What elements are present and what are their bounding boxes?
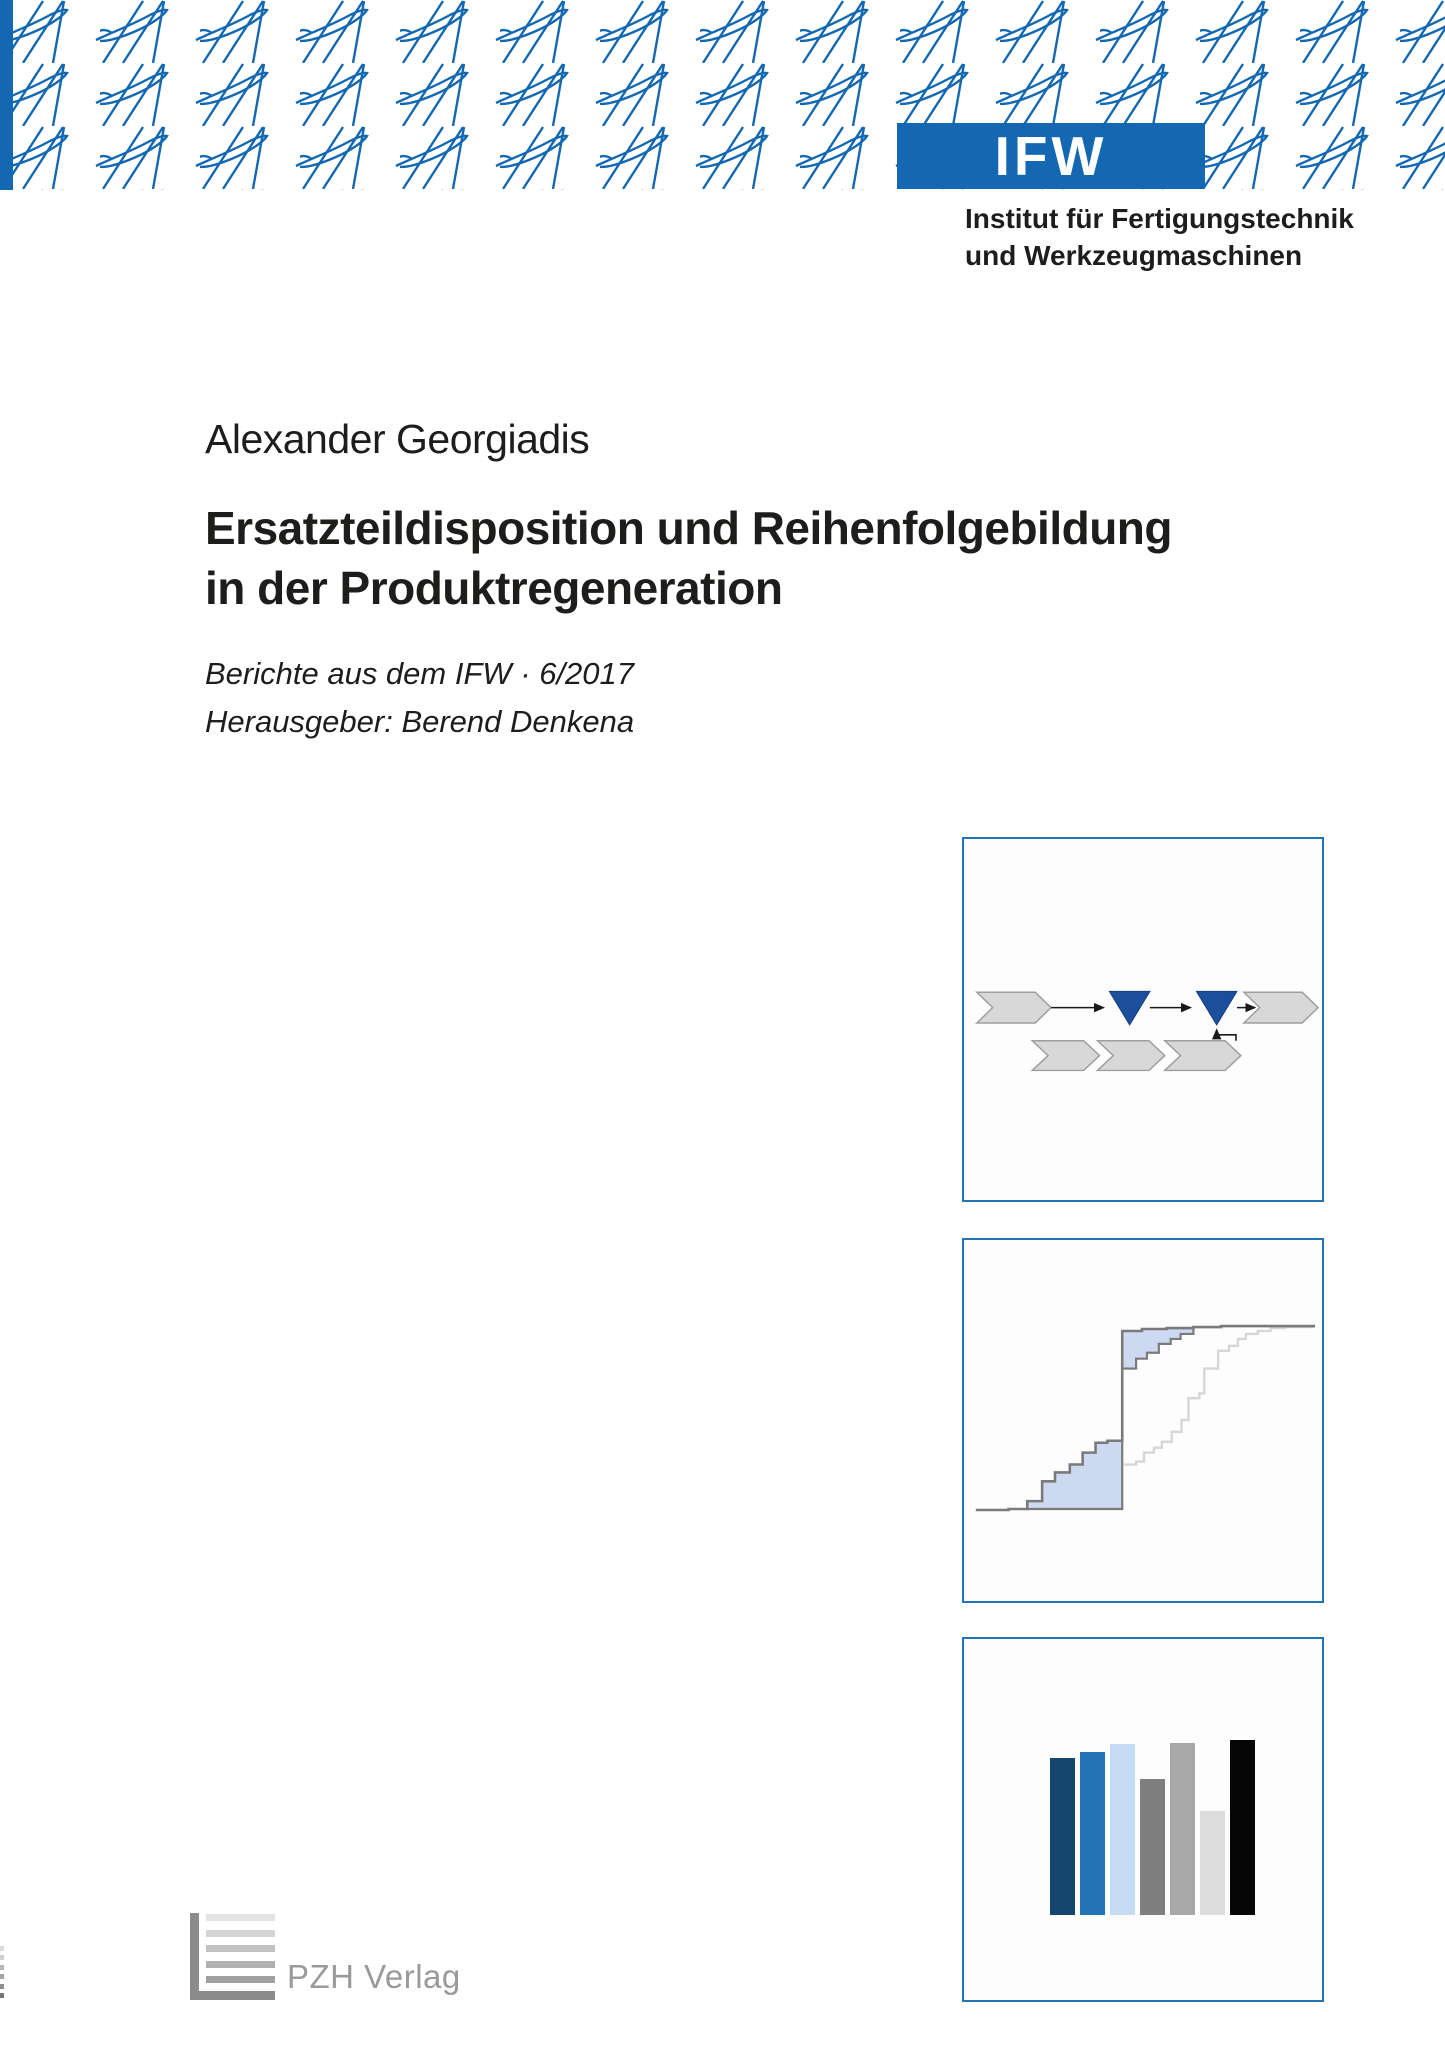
bar <box>1050 1758 1075 1915</box>
ifw-logo-text: IFW <box>994 124 1108 187</box>
print-mark <box>0 1974 4 1979</box>
pzh-logo-base <box>190 1991 275 2000</box>
print-mark <box>0 1984 4 1989</box>
editor-info: Herausgeber: Berend Denkena <box>205 704 635 739</box>
ifw-logo <box>897 123 1205 189</box>
bar <box>1110 1744 1135 1915</box>
print-mark <box>0 1955 4 1960</box>
pzh-logo-stripe <box>206 1930 275 1937</box>
turbine-pattern-icon <box>0 0 1445 190</box>
author-name: Alexander Georgiadis <box>205 416 590 462</box>
title-line-1: Ersatzteildisposition und Reihenfolgebildung <box>205 502 1172 554</box>
pattern-band <box>0 0 1445 190</box>
band-left-bar <box>0 0 13 190</box>
institute-name <box>965 200 1354 274</box>
title-line-2: in der Produktregeneration <box>205 562 783 614</box>
book-title <box>205 498 1172 618</box>
institute-line-1: Institut für Fertigungstechnik <box>965 203 1354 234</box>
figure-step-chart <box>962 1238 1324 1603</box>
institute-line-2: und Werkzeugmaschinen <box>965 240 1303 271</box>
bar <box>1230 1740 1255 1915</box>
figure-process-diagram <box>962 837 1324 1202</box>
print-mark <box>0 1965 4 1970</box>
process-diagram-icon <box>964 839 1322 1200</box>
pzh-logo-stripe <box>206 1976 275 1983</box>
pzh-logo-stripe <box>206 1961 275 1968</box>
figure-bar-chart <box>962 1637 1324 2002</box>
bar <box>1140 1779 1165 1915</box>
pzh-logo-stripe <box>206 1914 275 1921</box>
bar <box>1080 1752 1105 1915</box>
pzh-logo-stripe <box>206 1945 275 1952</box>
series-info: Berichte aus dem IFW · 6/2017 <box>205 656 635 691</box>
publisher-name: PZH Verlag <box>287 1958 461 1995</box>
print-mark <box>0 1993 4 1998</box>
bar-chart <box>1050 1740 1255 1915</box>
pzh-logo-spine <box>190 1913 199 2000</box>
bar <box>1200 1811 1225 1915</box>
print-mark <box>0 1946 4 1951</box>
bar <box>1170 1743 1195 1915</box>
step-chart-icon <box>964 1240 1322 1601</box>
